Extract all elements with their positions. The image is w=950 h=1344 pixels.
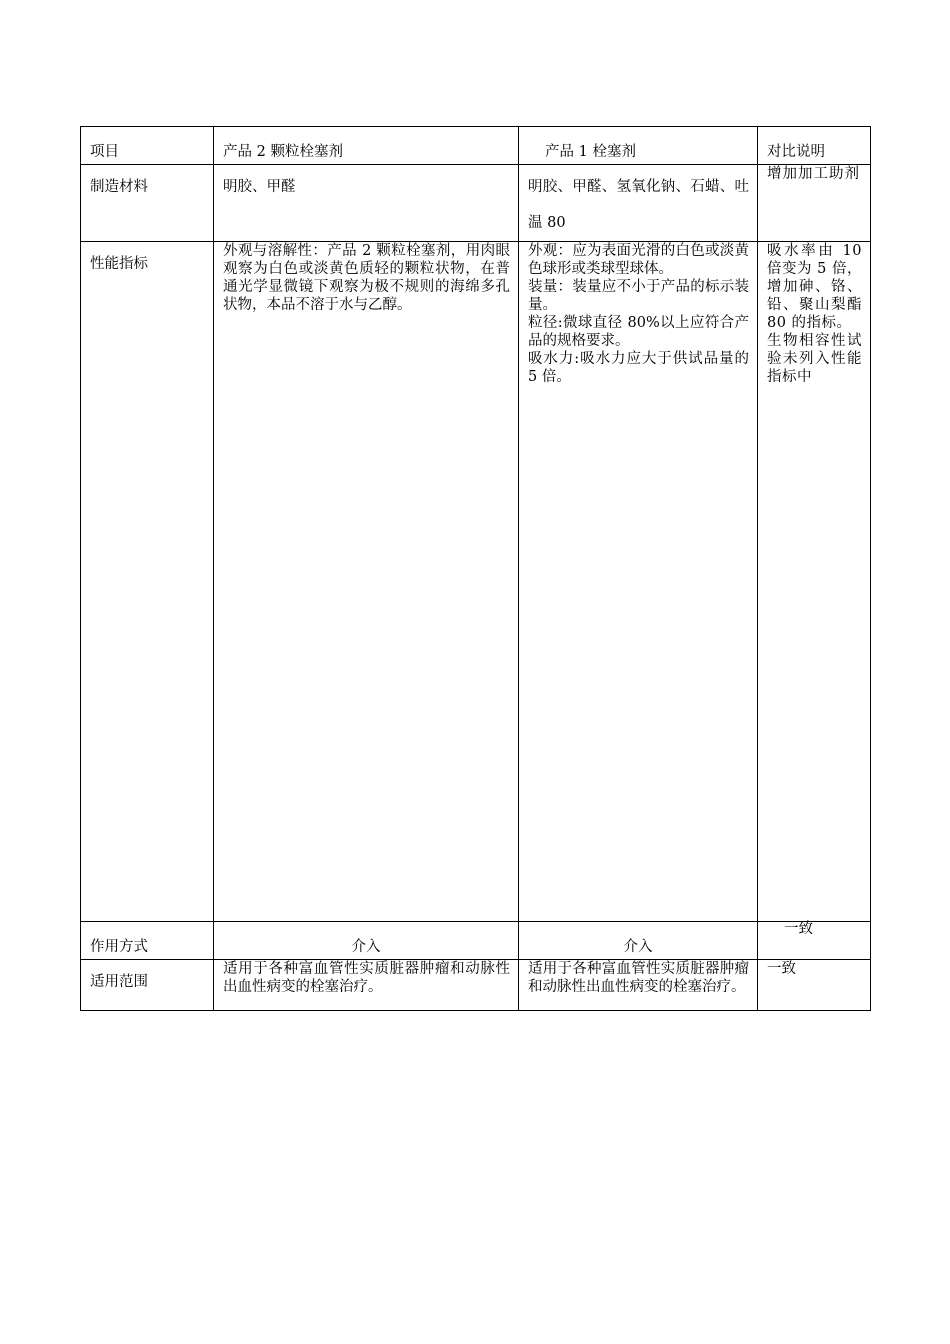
mode-comparison-cell xyxy=(758,922,871,960)
material-label: 制造材料 xyxy=(90,179,148,195)
scope-comparison-text: 一致 xyxy=(767,961,796,977)
mode-label: 作用方式 xyxy=(90,939,148,955)
table-row-performance xyxy=(81,242,871,922)
comparison-table xyxy=(80,126,871,1011)
scope-product1-text: 适用于各种富血管性实质脏器肿瘤和动脉性出血性病变的栓塞治疗。 xyxy=(528,961,749,995)
header-item-label: 项目 xyxy=(90,144,119,160)
performance-product1-list xyxy=(519,242,757,386)
scope-product2-cell xyxy=(214,960,519,1011)
material-product1-text: 明胶、甲醛、氢氧化钠、石蜡、吐温 80 xyxy=(528,179,749,231)
header-product2-label: 产品 2 颗粒栓塞剂 xyxy=(223,144,343,160)
mode-product1-text: 介入 xyxy=(623,939,653,955)
performance-product2-text: 外观与溶解性：产品 2 颗粒栓塞剂，用肉眼观察为白色或淡黄色质轻的颗粒状物，在普通光学显微镜下观察为极不规则的海绵多孔状物，本品不溶于水与乙醇。 xyxy=(223,243,510,313)
material-comparison-text: 增加加工助剂 xyxy=(767,166,860,182)
mode-comparison-text: 一致 xyxy=(784,921,813,937)
scope-label: 适用范围 xyxy=(90,974,148,990)
mode-label-cell xyxy=(81,922,214,960)
table-row-mode xyxy=(81,922,871,960)
performance-product1-quantity: 装量：装量应不小于产品的标示装量。 xyxy=(528,279,749,313)
header-cell-comparison xyxy=(758,127,871,165)
performance-product2-cell xyxy=(214,242,519,922)
scope-product2-text: 适用于各种富血管性实质脏器肿瘤和动脉性出血性病变的栓塞治疗。 xyxy=(223,961,510,995)
material-product2-text: 明胶、甲醛 xyxy=(223,179,296,195)
table-row-material xyxy=(81,165,871,242)
material-comparison-cell xyxy=(758,165,871,242)
performance-product1-particle-size: 粒径:微球直径 80%以上应符合产品的规格要求。 xyxy=(528,315,749,349)
performance-comparison-absorbency: 吸水率由 10 倍变为 5 倍，增加砷、铬、铅、聚山梨酯 80 的指标。 xyxy=(767,243,862,331)
header-cell-item xyxy=(81,127,214,165)
mode-product1-cell xyxy=(519,922,758,960)
scope-product1-cell xyxy=(519,960,758,1011)
performance-label-cell xyxy=(81,242,214,922)
header-cell-product2 xyxy=(214,127,519,165)
performance-label: 性能指标 xyxy=(90,256,148,272)
performance-comparison-biocompat: 生物相容性试验未列入性能指标中 xyxy=(767,333,862,385)
header-product1-label: 产品 1 栓塞剂 xyxy=(545,144,636,160)
header-comparison-label: 对比说明 xyxy=(767,144,825,160)
material-product1-cell xyxy=(519,165,758,242)
material-product2-cell xyxy=(214,165,519,242)
mode-product2-cell xyxy=(214,922,519,960)
performance-product1-appearance: 外观：应为表面光滑的白色或淡黄色球形或类球型球体。 xyxy=(528,243,749,277)
performance-product1-absorbency: 吸水力:吸水力应大于供试品量的 5 倍。 xyxy=(528,351,749,385)
scope-label-cell xyxy=(81,960,214,1011)
table-row-scope xyxy=(81,960,871,1011)
performance-product1-cell xyxy=(519,242,758,922)
mode-product2-text: 介入 xyxy=(351,939,381,955)
performance-comparison-cell xyxy=(758,242,871,922)
scope-comparison-cell xyxy=(758,960,871,1011)
material-label-cell xyxy=(81,165,214,242)
performance-comparison-list xyxy=(758,242,870,386)
